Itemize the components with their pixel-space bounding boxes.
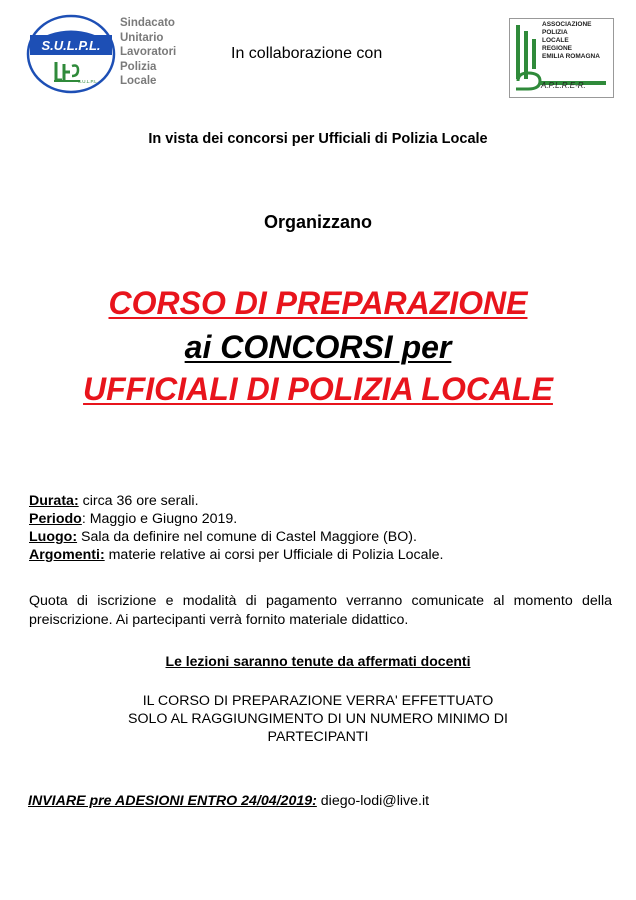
sulpl-logo-text: S.U.L.P.L. [41,38,101,53]
aplrer-name-line: POLIZIA [542,29,568,36]
detail-label: Periodo [29,511,82,527]
aplrer-name-line: LOCALE [542,37,569,44]
sulpl-org-line: Sindacato [120,17,175,29]
aplrer-name-line: ASSOCIAZIONE [542,21,592,28]
detail-value: circa 36 ore serali. [78,493,199,509]
notice-line: IL CORSO DI PREPARAZIONE VERRA' EFFETTUATO [142,693,494,709]
aplrer-name-line: EMILIA ROMAGNA [542,53,600,60]
detail-topics [29,546,443,564]
sulpl-org-line: Unitario [120,31,164,44]
fee-paragraph: Quota di iscrizione e modalità di pagamento verranno comunicate al momento della preiscrizione. Ai partecipanti verrà fornito materiale didattico. [29,593,612,628]
detail-location [29,528,443,546]
aplrer-abbreviation: A.P.L.R.E-R. [541,81,586,90]
sulpl-logo [26,14,116,94]
minimum-participants-notice [0,692,636,746]
course-title-line-3: UFFICIALI DI POLIZIA LOCALE [83,371,553,407]
course-details [29,492,443,564]
lessons-text: Le lezioni saranno tenute da affermati docenti [165,653,471,669]
aplrer-name [542,21,612,61]
notice-line: SOLO AL RAGGIUNGIMENTO DI UN NUMERO MINIMO DI [128,711,508,727]
aplrer-name-line: REGIONE [542,45,572,52]
detail-label: Luogo: [29,529,78,545]
sulpl-org-line: Lavoratori [120,46,177,59]
detail-value: : Maggio e Giugno 2019. [81,511,238,527]
detail-value: materie relative ai corsi per Ufficiale di Polizia Locale. [104,547,444,563]
collaboration-text: In collaborazione con [231,45,383,62]
sulpl-org-line: Polizia [120,60,157,73]
sulpl-org-name [120,16,210,89]
contact-email[interactable]: diego-lodi@live.it [316,793,430,809]
notice-line: PARTECIPANTI [267,729,369,745]
organizers-text: Organizzano [263,212,372,232]
sulpl-org-line: Locale [120,75,157,88]
registration-deadline [28,793,429,809]
detail-period [29,510,443,528]
intro-text: In vista dei concorsi per Ufficiali di Polizia Locale [148,131,488,147]
course-title-line-2: ai CONCORSI per [184,329,452,365]
deadline-label: INVIARE pre ADESIONI ENTRO 24/04/2019: [28,793,317,809]
detail-label: Argomenti: [29,547,105,563]
sulpl-logo-small-text: S.U.L.P.L. [78,79,98,84]
detail-value: Sala da definire nel comune di Castel Maggiore (BO). [77,529,417,545]
course-title-line-1: CORSO DI PREPARAZIONE [108,285,528,321]
detail-duration [29,492,443,510]
detail-label: Durata: [29,493,79,509]
